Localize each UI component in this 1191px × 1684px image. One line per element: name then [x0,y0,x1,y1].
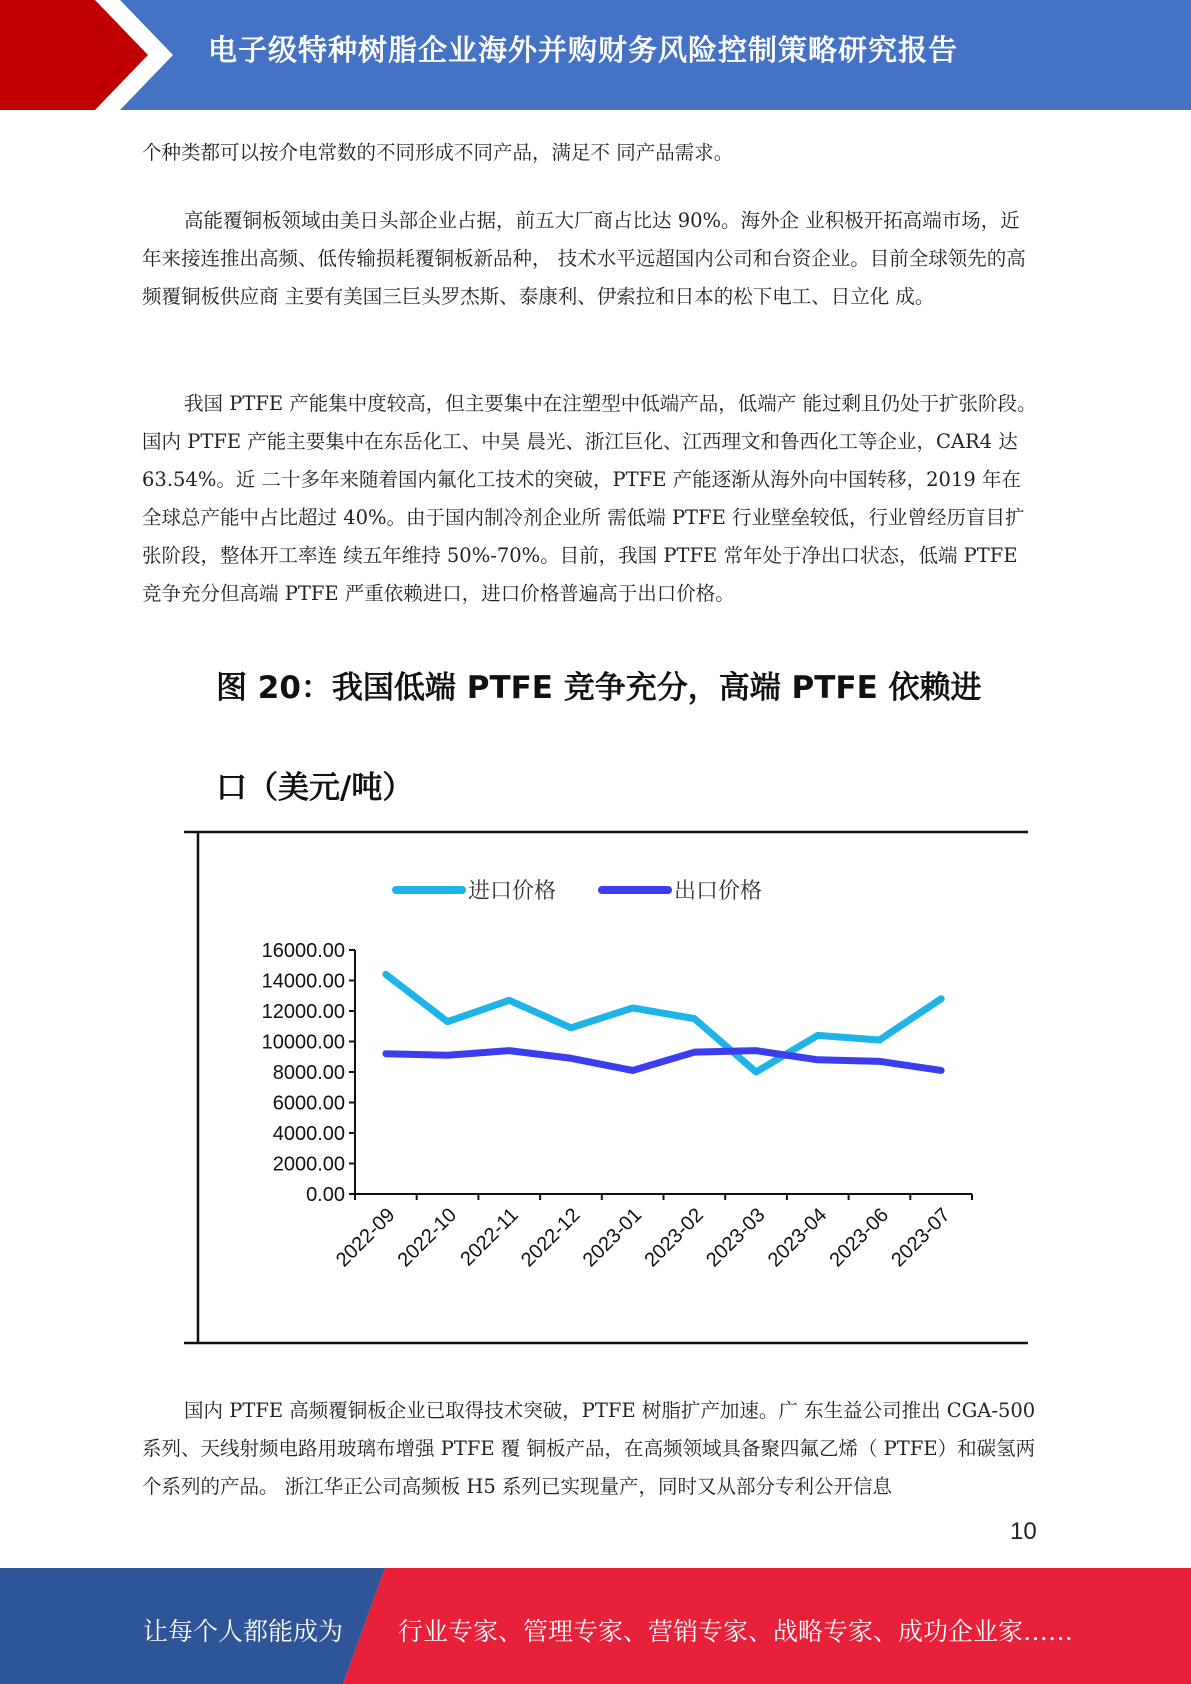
y-tick-label: 12000.00 [261,1001,345,1023]
page-header [0,0,1191,110]
series-line-export [386,1051,941,1071]
y-tick-label: 10000.00 [261,1031,345,1054]
y-tick-label: 8000.00 [272,1062,345,1084]
legend-label: 出口价格 [674,879,763,904]
y-tick-label: 0.00 [306,1184,345,1206]
chart-series [386,974,941,1072]
paragraph-domestic-breakthrough: 国内 PTFE 高频覆铜板企业已取得技术突破，PTFE 树脂扩产加速。广 东生益公司推出 CGA-500 系列、天线射频电路用玻璃布增强 PTFE 覆 铜板产品，在高频领域具备聚四氟乙烯（ PTFE）和碳氢两个系列的产品。 浙江华正公司高频板 H5 系列已实现量产，同时又从部分专利公开信息 [142,1399,1036,1498]
paragraph-ptfe-capacity: 我国 PTFE 产能集中度较高，但主要集中在注塑型中低端产品，低端产 能过剩且仍处于扩张阶段。国内 PTFE 产能主要集中在东岳化工、中昊 晨光、浙江巨化、江西理文和鲁西化工等企业，CAR4 达 63.54%。近 二十多年来随着国内氟化工技术的突破，PTFE 产能逐渐从海外向中国转移，2019 年在全球总产能中占比超过 40%。由于国内制冷剂企业所 需低端 PTFE 行业壁垒较低，行业曾经历盲目扩张阶段，整体开工率连 续五年维持 50%-70%。目前，我国 PTFE 常年处于净出口状态，低端 PTFE 竞争充分但高端 PTFE 严重依赖进口，进口价格普遍高于出口价格。 [142,392,1037,605]
legend-label: 进口价格 [468,879,557,904]
x-tick-label: 2023-04 [763,1203,832,1272]
x-tick-label: 2023-07 [887,1203,955,1272]
footer-slogan-right: 行业专家、管理专家、营销专家、战略专家、成功企业家…… [398,1617,1074,1646]
y-tick-label: 6000.00 [272,1092,345,1115]
report-title: 电子级特种树脂企业海外并购财务风险控制策略研究报告 [208,33,959,67]
y-tick-label: 16000.00 [261,940,345,962]
paragraph-high-end-ccl: 高能覆铜板领域由美日头部企业占据，前五大厂商占比达 90%。海外企 业积极开拓高端市场，近年来接连推出高频、低传输损耗覆铜板新品种， 技术水平远超国内公司和台资企业。目前全球领先的高频覆铜板供应商 主要有美国三巨头罗杰斯、泰康利、伊索拉和日本的松下电工、日立化 成。 [142,209,1026,308]
x-tick-label: 2023-06 [825,1203,893,1272]
figure-title-line-1: 图 20：我国低端 PTFE 竞争充分，高端 PTFE 依赖进 [216,670,982,706]
footer-slogan-left: 让每个人都能成为 [143,1617,344,1646]
x-tick-label: 2022-10 [393,1203,462,1272]
y-axis [262,940,355,1206]
chart-legend [396,879,762,904]
page-number: 10 [1010,1518,1037,1545]
x-tick-label: 2023-01 [578,1203,647,1272]
paragraph-intro: 个种类都可以按介电常数的不同形成不同产品，满足不 同产品需求。 [142,141,734,164]
x-tick-label: 2022-12 [517,1203,585,1272]
x-axis [332,1194,972,1271]
y-tick-label: 14000.00 [261,970,345,993]
page-footer [0,1568,1191,1684]
y-tick-label: 4000.00 [272,1123,345,1145]
x-tick-label: 2023-02 [640,1203,708,1272]
x-tick-label: 2023-03 [702,1203,770,1272]
price-chart-svg [182,830,1030,1345]
x-tick-label: 2022-09 [331,1203,400,1272]
price-chart [182,830,1030,1345]
y-tick-label: 2000.00 [272,1153,345,1176]
x-tick-label: 2022-11 [456,1203,523,1271]
figure-title-line-2: 口（美元/吨） [216,770,414,806]
